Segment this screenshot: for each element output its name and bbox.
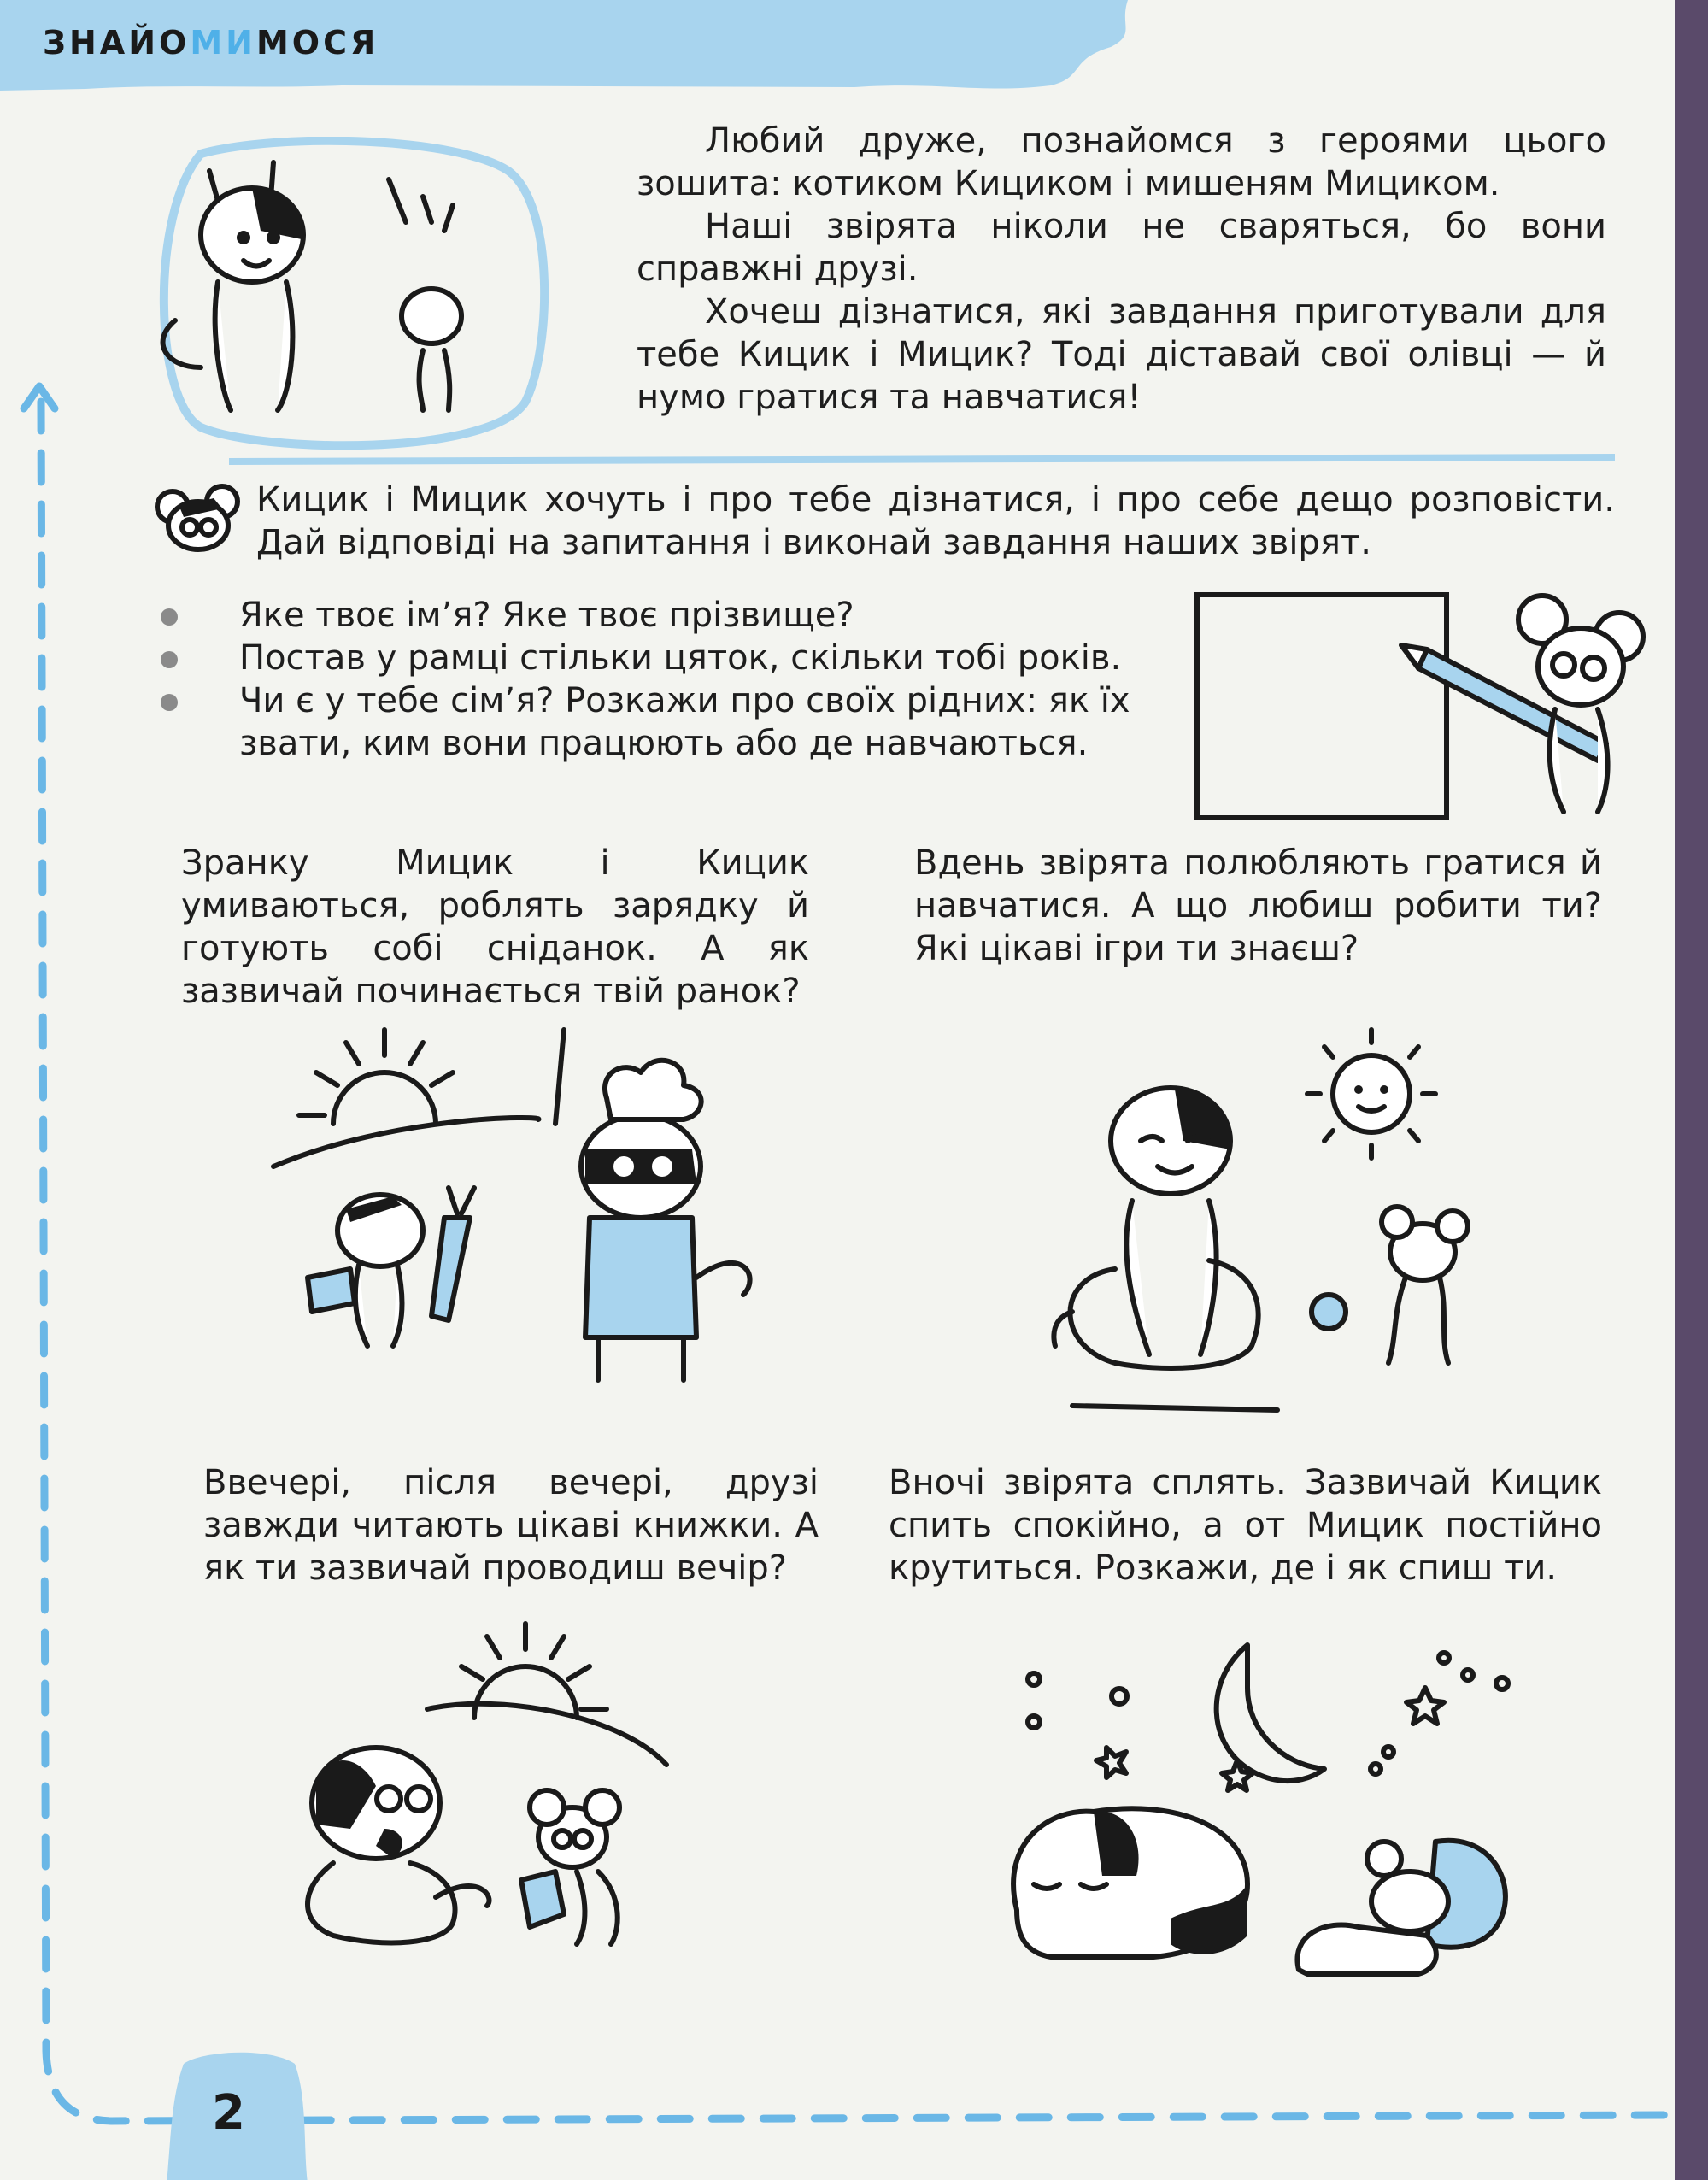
task-text: Кицик і Мицик хочуть і про тебе дізнатися, і про себе дещо розповісти. Дай відповіді на запитання і виконай завдання наших звірят. (256, 480, 1615, 562)
evening-illustration (282, 1615, 684, 1957)
mouse-head-icon (154, 483, 248, 560)
night-text: Вночі звірята сплять. Зазвичай Кицик спить спокійно, а от Мицик постійно крутиться. Розкажи, де і як спиш ти. (889, 1463, 1602, 1588)
day-illustration (1038, 1021, 1500, 1414)
evening-text: Ввечері, після вечері, друзі завжди читають цікаві книжки. А як ти зазвичай проводиш вечір? (203, 1463, 819, 1588)
day-text: Вдень звірята полюбляють гратися й навчатися. А що любиш робити ти? Які цікаві ігри ти знаєш? (914, 843, 1602, 968)
section-header: ЗНАЙОМИМОСЯ (43, 24, 379, 62)
list-item: Постав у рамці стільки цяток, скільки тобі років. (171, 637, 1162, 679)
page-number: 2 (212, 2085, 245, 2141)
list-item: Яке твоє ім’я? Яке твоє прізвище? (171, 594, 1162, 637)
morning-illustration (265, 1021, 795, 1397)
mouse-pencil-illustration (1393, 590, 1649, 829)
intro-illustration (150, 137, 551, 461)
morning-text: Зранку Мицик і Кицик умиваються, роблять зарядку й готують собі сніданок. А як зазвичай починається твій ранок? (181, 843, 809, 1011)
night-illustration (1000, 1628, 1529, 1987)
list-item: Чи є у тебе сім’я? Розкажи про своїх рідних: як їх звати, ким вони працюють або де навчаються. (171, 679, 1188, 765)
intro-text: Любий друже, познайомся з героями цього зошита: котиком Кициком і мишеням Мициком. Наші звірята ніколи не сваряться, бо вони справжні друзі. Хочеш дізнатися, які завдання приготували для тебе Кицик і Мицик? Тоді діставай свої олівці — й нумо гратися та навчатися! (637, 121, 1606, 417)
question-list (171, 594, 1162, 765)
